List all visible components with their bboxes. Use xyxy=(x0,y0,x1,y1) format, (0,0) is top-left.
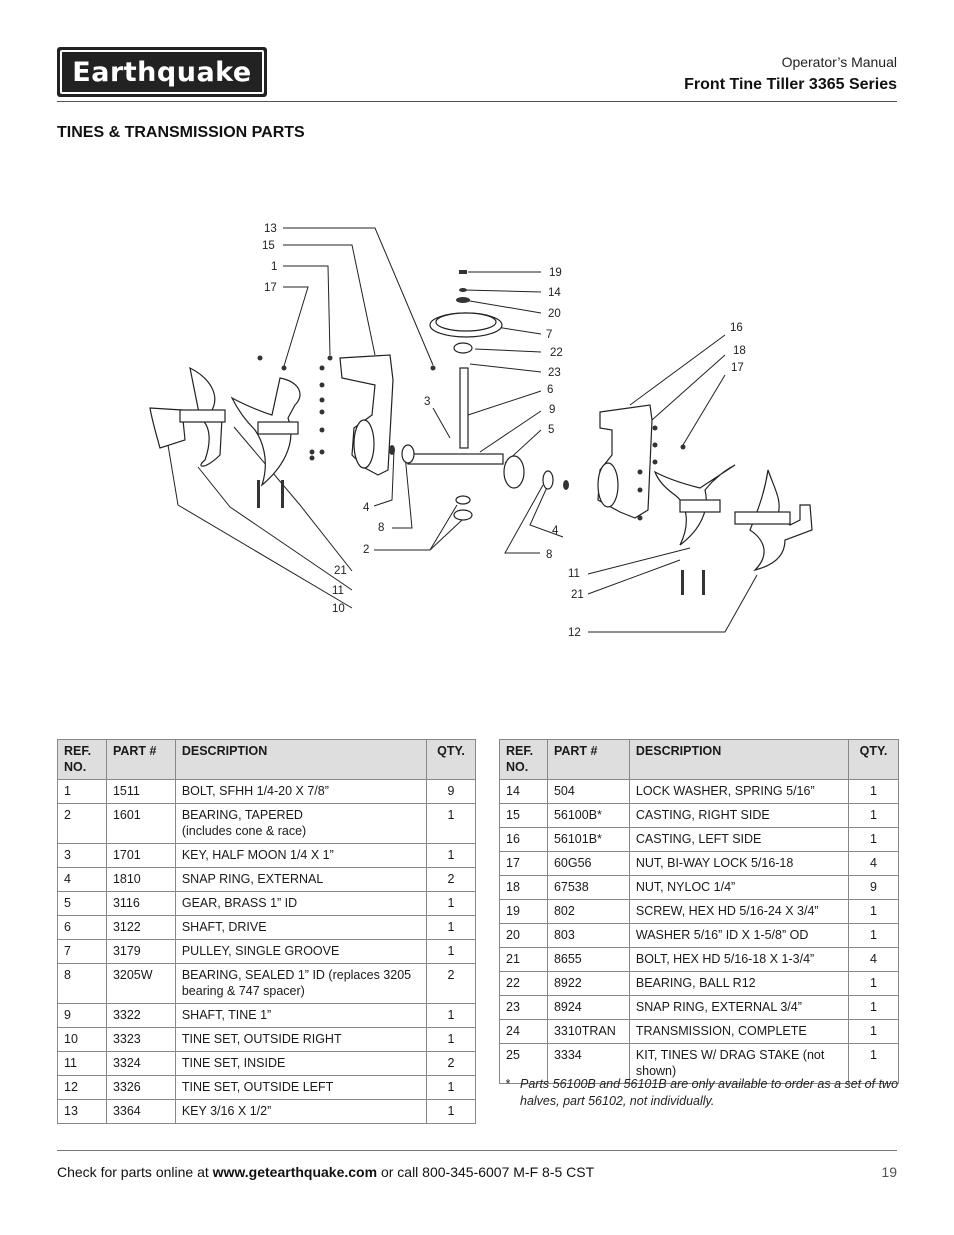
ref-cell: 17 xyxy=(500,852,548,876)
ref-cell: 19 xyxy=(500,900,548,924)
table-row xyxy=(500,828,899,852)
col-ref: REF. NO. xyxy=(58,740,107,780)
table-row xyxy=(58,892,476,916)
ref-cell: 25 xyxy=(500,1044,548,1084)
part-cell: 56100B* xyxy=(547,804,629,828)
qty-cell: 1 xyxy=(849,900,899,924)
qty-cell: 1 xyxy=(849,996,899,1020)
qty-cell: 2 xyxy=(427,964,476,1004)
ref-cell: 6 xyxy=(58,916,107,940)
callout-23: 23 xyxy=(548,367,561,379)
manual-title: Front Tine Tiller 3365 Series xyxy=(684,76,897,93)
ref-cell: 2 xyxy=(58,804,107,844)
callout-19: 19 xyxy=(549,267,562,279)
part-cell: 56101B* xyxy=(547,828,629,852)
callout-14: 14 xyxy=(548,287,561,299)
desc-cell: KEY 3/16 X 1/2” xyxy=(175,1100,426,1124)
callout-1: 1 xyxy=(271,261,278,273)
ref-cell: 3 xyxy=(58,844,107,868)
qty-cell: 1 xyxy=(427,804,476,844)
ref-cell: 20 xyxy=(500,924,548,948)
desc-cell: BEARING, SEALED 1” ID (replaces 3205 bearing & 747 spacer) xyxy=(175,964,426,1004)
qty-cell: 1 xyxy=(427,844,476,868)
col-desc: DESCRIPTION xyxy=(175,740,426,780)
table-row xyxy=(58,780,476,804)
table-row xyxy=(500,876,899,900)
callout-21b: 21 xyxy=(571,589,584,601)
qty-cell: 1 xyxy=(427,916,476,940)
part-cell: 60G56 xyxy=(547,852,629,876)
footer-suffix: or call 800-345-6007 M-F 8-5 CST xyxy=(377,1164,595,1180)
table-row xyxy=(58,1076,476,1100)
table-row xyxy=(500,996,899,1020)
table-row xyxy=(500,852,899,876)
qty-cell: 1 xyxy=(849,972,899,996)
ref-cell: 5 xyxy=(58,892,107,916)
footer-text xyxy=(57,1164,594,1180)
callout-4b: 4 xyxy=(552,525,559,537)
table-row xyxy=(58,844,476,868)
col-part: PART # xyxy=(547,740,629,780)
table-row xyxy=(500,804,899,828)
ref-cell: 23 xyxy=(500,996,548,1020)
desc-cell: NUT, BI-WAY LOCK 5/16-18 xyxy=(629,852,848,876)
table-row xyxy=(58,1028,476,1052)
desc-cell: SNAP RING, EXTERNAL 3/4” xyxy=(629,996,848,1020)
part-cell: 504 xyxy=(547,780,629,804)
footnote xyxy=(505,1076,900,1110)
desc-cell: SHAFT, TINE 1” xyxy=(175,1004,426,1028)
footer-prefix: Check for parts online at xyxy=(57,1164,213,1180)
footnote-text: Parts 56100B and 56101B are only available to order as a set of two halves, part 56102, not individually. xyxy=(520,1077,899,1108)
qty-cell: 9 xyxy=(849,876,899,900)
table-row xyxy=(58,940,476,964)
desc-cell: LOCK WASHER, SPRING 5/16” xyxy=(629,780,848,804)
ref-cell: 1 xyxy=(58,780,107,804)
qty-cell: 1 xyxy=(427,1004,476,1028)
callout-10: 10 xyxy=(332,603,345,615)
qty-cell: 1 xyxy=(849,780,899,804)
desc-cell: GEAR, BRASS 1” ID xyxy=(175,892,426,916)
ref-cell: 13 xyxy=(58,1100,107,1124)
ref-cell: 22 xyxy=(500,972,548,996)
desc-cell: NUT, NYLOC 1/4” xyxy=(629,876,848,900)
callout-8: 8 xyxy=(378,522,385,534)
callout-16: 16 xyxy=(730,322,743,334)
ref-cell: 12 xyxy=(58,1076,107,1100)
qty-cell: 1 xyxy=(427,892,476,916)
part-cell: 1601 xyxy=(106,804,175,844)
footnote-marker: * xyxy=(505,1077,510,1091)
table-row xyxy=(58,1052,476,1076)
parts-table-left xyxy=(57,739,476,1124)
qty-cell: 1 xyxy=(427,1100,476,1124)
table-row xyxy=(58,804,476,844)
desc-cell: KIT, TINES W/ DRAG STAKE (not shown) xyxy=(629,1044,848,1084)
desc-cell: CASTING, RIGHT SIDE xyxy=(629,804,848,828)
col-qty: QTY. xyxy=(427,740,476,780)
callout-5: 5 xyxy=(548,424,555,436)
part-cell: 3310TRAN xyxy=(547,1020,629,1044)
part-cell: 3122 xyxy=(106,916,175,940)
part-cell: 802 xyxy=(547,900,629,924)
qty-cell: 1 xyxy=(427,940,476,964)
qty-cell: 4 xyxy=(849,948,899,972)
manual-subtitle: Operator’s Manual xyxy=(781,54,897,70)
ref-cell: 18 xyxy=(500,876,548,900)
ref-cell: 11 xyxy=(58,1052,107,1076)
desc-cell xyxy=(175,804,426,844)
desc-line-2: (includes cone & race) xyxy=(181,824,307,838)
table-row xyxy=(58,1004,476,1028)
ref-cell: 9 xyxy=(58,1004,107,1028)
website-link[interactable]: www.getearthquake.com xyxy=(212,1164,378,1180)
section-title: TINES & TRANSMISSION PARTS xyxy=(57,124,305,141)
callout-2: 2 xyxy=(363,544,370,556)
part-cell: 3334 xyxy=(547,1044,629,1084)
ref-cell: 4 xyxy=(58,868,107,892)
table-row xyxy=(58,1100,476,1124)
ref-cell: 21 xyxy=(500,948,548,972)
part-cell: 803 xyxy=(547,924,629,948)
parts-table-right xyxy=(499,739,899,1084)
desc-cell: SHAFT, DRIVE xyxy=(175,916,426,940)
part-cell: 3326 xyxy=(106,1076,175,1100)
callout-22: 22 xyxy=(550,347,563,359)
table-row xyxy=(500,924,899,948)
table-row xyxy=(500,1020,899,1044)
callout-3: 3 xyxy=(424,396,431,408)
qty-cell: 1 xyxy=(849,1020,899,1044)
callout-17b: 17 xyxy=(731,362,744,374)
callout-6: 6 xyxy=(547,384,554,396)
part-cell: 67538 xyxy=(547,876,629,900)
part-cell: 3116 xyxy=(106,892,175,916)
qty-cell: 2 xyxy=(427,868,476,892)
desc-cell: BOLT, HEX HD 5/16-18 X 1-3/4” xyxy=(629,948,848,972)
desc-cell: TINE SET, OUTSIDE LEFT xyxy=(175,1076,426,1100)
qty-cell: 2 xyxy=(427,1052,476,1076)
part-cell: 1511 xyxy=(106,780,175,804)
desc-cell: TRANSMISSION, COMPLETE xyxy=(629,1020,848,1044)
desc-cell: BOLT, SFHH 1/4-20 X 7/8” xyxy=(175,780,426,804)
desc-cell: TINE SET, OUTSIDE RIGHT xyxy=(175,1028,426,1052)
table-row xyxy=(500,948,899,972)
ref-cell: 14 xyxy=(500,780,548,804)
part-cell: 8655 xyxy=(547,948,629,972)
part-cell: 3205W xyxy=(106,964,175,1004)
callout-11b: 11 xyxy=(568,568,580,580)
callout-7: 7 xyxy=(546,329,553,341)
part-cell: 3324 xyxy=(106,1052,175,1076)
qty-cell: 1 xyxy=(849,924,899,948)
logo-text: Earthquake xyxy=(60,50,264,94)
qty-cell: 1 xyxy=(427,1076,476,1100)
desc-cell: WASHER 5/16” ID X 1-5/8” OD xyxy=(629,924,848,948)
page-number: 19 xyxy=(881,1164,897,1180)
part-cell: 8924 xyxy=(547,996,629,1020)
qty-cell: 9 xyxy=(427,780,476,804)
table-row xyxy=(58,964,476,1004)
col-part: PART # xyxy=(106,740,175,780)
desc-cell: BEARING, BALL R12 xyxy=(629,972,848,996)
desc-cell: KEY, HALF MOON 1/4 X 1” xyxy=(175,844,426,868)
table-row xyxy=(500,972,899,996)
ref-cell: 16 xyxy=(500,828,548,852)
table-row xyxy=(58,868,476,892)
table-row xyxy=(58,916,476,940)
desc-line: BEARING, TAPERED xyxy=(181,808,303,822)
callout-8b: 8 xyxy=(546,549,553,561)
footer-divider xyxy=(57,1150,897,1151)
table-header-row xyxy=(58,740,476,780)
desc-cell: TINE SET, INSIDE xyxy=(175,1052,426,1076)
table-header-row xyxy=(500,740,899,780)
qty-cell: 1 xyxy=(427,1028,476,1052)
part-cell: 3322 xyxy=(106,1004,175,1028)
callout-11: 11 xyxy=(332,585,344,597)
part-cell: 1701 xyxy=(106,844,175,868)
col-desc: DESCRIPTION xyxy=(629,740,848,780)
part-cell: 3179 xyxy=(106,940,175,964)
ref-cell: 15 xyxy=(500,804,548,828)
ref-cell: 24 xyxy=(500,1020,548,1044)
table-row xyxy=(500,900,899,924)
callout-15: 15 xyxy=(262,240,275,252)
part-cell: 3364 xyxy=(106,1100,175,1124)
table-row xyxy=(500,780,899,804)
callout-21: 21 xyxy=(334,565,347,577)
desc-cell: SNAP RING, EXTERNAL xyxy=(175,868,426,892)
qty-cell: 1 xyxy=(849,1044,899,1084)
ref-cell: 7 xyxy=(58,940,107,964)
part-cell: 1810 xyxy=(106,868,175,892)
qty-cell: 1 xyxy=(849,828,899,852)
col-qty: QTY. xyxy=(849,740,899,780)
qty-cell: 4 xyxy=(849,852,899,876)
callout-18: 18 xyxy=(733,345,746,357)
part-cell: 3323 xyxy=(106,1028,175,1052)
desc-cell: PULLEY, SINGLE GROOVE xyxy=(175,940,426,964)
callout-17: 17 xyxy=(264,282,277,294)
qty-cell: 1 xyxy=(849,804,899,828)
ref-cell: 8 xyxy=(58,964,107,1004)
desc-cell: CASTING, LEFT SIDE xyxy=(629,828,848,852)
callout-4: 4 xyxy=(363,502,370,514)
ref-cell: 10 xyxy=(58,1028,107,1052)
part-cell: 8922 xyxy=(547,972,629,996)
callout-12: 12 xyxy=(568,627,581,639)
desc-cell: SCREW, HEX HD 5/16-24 X 3/4” xyxy=(629,900,848,924)
col-ref: REF. NO. xyxy=(500,740,548,780)
callout-9: 9 xyxy=(549,404,556,416)
callout-13: 13 xyxy=(264,223,277,235)
callout-20: 20 xyxy=(548,308,561,320)
